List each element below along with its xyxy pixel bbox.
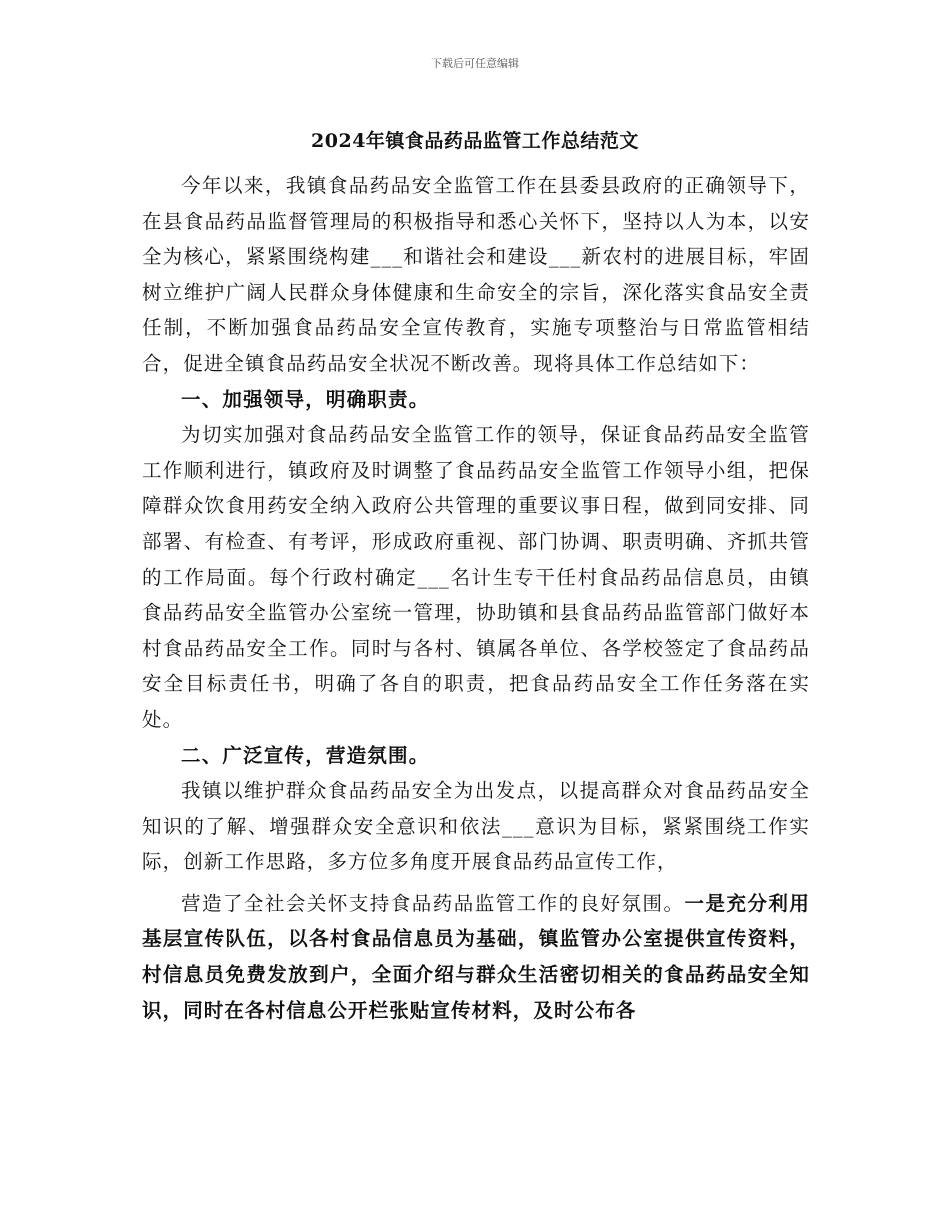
section-2-continuation-paragraph xyxy=(142,886,810,1028)
section-2-heading: 二、广泛宣传，营造氛围。 xyxy=(181,743,430,767)
continuation-normal-text: 营造了全社会关怀支持食品药品监管工作的良好氛围。 xyxy=(181,891,685,915)
document-title: 2024年镇食品药品监管工作总结范文 xyxy=(311,130,639,152)
document-body xyxy=(142,168,810,1028)
section-1-paragraph: 为切实加强对食品药品安全监管工作的领导，保证食品药品安全监管工作顺利进行，镇政府及时调整了食品药品安全监管工作领导小组，把保障群众饮食用药安全纳入政府公共管理的重要议事日程，做到同安排、同部署、有检查、有考评，形成政府重视、部门协调、职责明确、齐抓共管的工作局面。每个行政村确定___名计生专干任村食品药品信息员，由镇食品药品安全监管办公室统一管理，协助镇和县食品药品监管部门做好本村食品药品安全工作。同时与各村、镇属各单位、各学校签定了食品药品安全目标责任书，明确了各自的职责，把食品药品安全工作任务落在实处。 xyxy=(142,423,810,731)
section-2-paragraph: 我镇以维护群众食品药品安全为出发点，以提高群众对食品药品安全知识的了解、增强群众安全意识和依法___意识为目标，紧紧围绕工作实际，创新工作思路，多方位多角度开展食品药品宣传工作， xyxy=(142,779,810,874)
continuation-bold-text: 一是充分利用基层宣传队伍，以各村食品信息员为基础，镇监管办公室提供宣传资料，村信息员免费发放到户，全面介绍与群众生活密切相关的食品药品安全知识，同时在各村信息公开栏张贴宣传材料，及时公布各 xyxy=(142,891,810,1022)
section-1-heading: 一、加强领导，明确职责。 xyxy=(181,387,430,411)
page-header-note: 下载后可任意编辑 xyxy=(431,57,519,70)
intro-paragraph: 今年以来，我镇食品药品安全监管工作在县委县政府的正确领导下，在县食品药品监督管理局的积极指导和悉心关怀下，坚持以人为本，以安全为核心，紧紧围绕构建___和谐社会和建设___新农村的进展目标，牢固树立维护广阔人民群众身体健康和生命安全的宗旨，深化落实食品安全责任制，不断加强食品药品安全宣传教育，实施专项整治与日常监管相结合，促进全镇食品药品安全状况不断改善。现将具体工作总结如下： xyxy=(142,174,810,375)
